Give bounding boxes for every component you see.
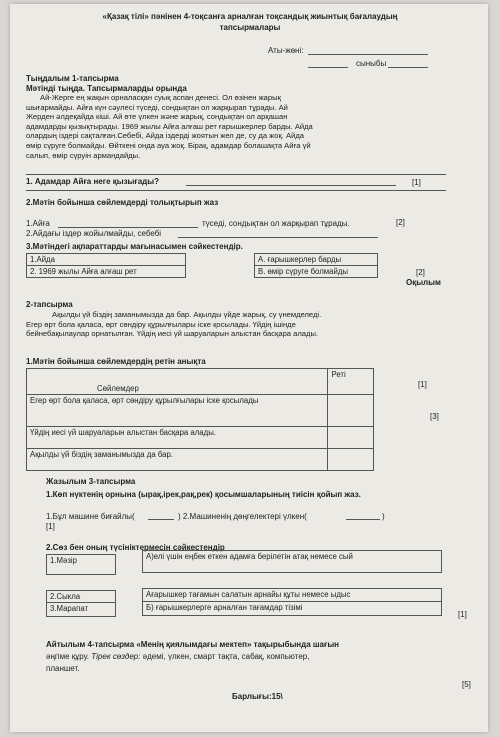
task2-text — [26, 310, 446, 339]
task3-blank1[interactable] — [148, 519, 174, 520]
task3-q1-title: 1.Көп нүктенің орнына (ырақ,ірек,рақ,рек) қосымшаларының тиісін қойып жаз. — [46, 490, 361, 499]
table-row-sentence: Ақылды үй біздің заманымызда да бар. — [27, 449, 328, 471]
q2-blank1[interactable] — [58, 227, 198, 228]
task3-words-table — [46, 554, 116, 617]
q2-mark: [2] — [396, 218, 405, 227]
task3-definitions-table — [142, 550, 442, 616]
definition-item: Ағарышкер тағамын салатын арнайы құты немесе ыдыс — [143, 589, 442, 602]
word-item: 1.Мәзір — [47, 555, 116, 575]
task1-text-line: Жерден әлдеқайда кіші. Ай өте үлкен және жарық, сондықтан ол арқашан — [26, 112, 288, 122]
table-row-sentence: Егер өрт бола қалаcа, өрт сөндіру құрылғылары іске қосылады — [27, 395, 328, 427]
task4-mark: [5] — [462, 680, 471, 689]
task2-text-line: Егер өрт бола қалаcа, өрт сөндіру құрылғылары іске қосылады. Үйдің ішінде — [26, 319, 296, 329]
task1-text-line: өмір сүруге болмайды. Өйткені онда ауа жоқ. Бірақ, адамдар болашақта Айға үй — [26, 140, 311, 150]
task1-text-line: адамдарды қызықтырады. 1969 жылы Айға алғаш рет ғарышкерлер барды. Айда — [26, 121, 313, 131]
table-header-order: Реті — [328, 369, 374, 395]
q2-line2: 2.Айдағы іздер жойылмайды, себебі — [26, 229, 162, 238]
q2-blank2[interactable] — [178, 237, 378, 238]
table-row-order-cell[interactable] — [328, 449, 374, 471]
definition-item: А)елі үшін еңбек еткен адамға берілетін атақ немесе сый — [143, 551, 442, 573]
task4-support-words: әдемі, үлкен, смарт тақта, сабақ, компьютер, — [142, 652, 310, 661]
task3-q2-mark: [1] — [458, 610, 467, 619]
task3-q2-title: 2.Сөз бен оның түсініктермесін сәйкестендір — [46, 543, 225, 552]
task3-q1-b: ) 2.Машиненің дөңгелектері үлкен( — [178, 512, 307, 521]
task1-instruction: Мәтінді тыңда. Тапсырмаларды орында — [26, 84, 187, 93]
q3-right-table — [254, 253, 378, 278]
q3-left-table — [26, 253, 186, 278]
total-score: Барлығы:15\ — [232, 692, 283, 701]
q2-title: 2.Мәтін бойынша сөйлемдерді толықтырып жаз — [26, 198, 219, 207]
q1-answer-line[interactable] — [186, 185, 396, 186]
task4-line2-start: әңгіме құру. — [46, 652, 90, 661]
task1-text-line: Ай-Жерге ең жақын орналасқан суық аспан денесі. Ол өзінен жарық — [40, 93, 281, 102]
task2-mark-3: [3] — [430, 412, 439, 421]
word-item: 3.Марапат — [47, 603, 116, 617]
class-line — [308, 67, 348, 68]
divider — [26, 190, 446, 191]
task1-text-line: шығармайды. Айға күн сәулесі түседі, сондықтан ол жарқырап тұрады. Ай — [26, 102, 288, 112]
q3-left-item: 2. 1969 жылы Айға алғаш рет — [27, 266, 186, 278]
word-item: 2.Сыкла — [47, 591, 116, 603]
task2-mark-1: [1] — [418, 380, 427, 389]
task2-order-table — [26, 368, 374, 471]
table-row-order-cell[interactable] — [328, 395, 374, 427]
table-row-sentence: Үйдің иесі үй шаруаларын алыстан басқара алады. — [27, 427, 328, 449]
table-header-sentences: Сөйлемдер — [27, 369, 328, 395]
task4-line2 — [46, 652, 309, 662]
task3-blank2[interactable] — [346, 519, 380, 520]
definition-item: Б) ғарышкерлерге арналған тағамдар тізімі — [143, 602, 442, 616]
worksheet-page — [10, 4, 488, 732]
task4-line3: планшет. — [46, 664, 80, 673]
task2-text-line: Ақылды үй біздің заманымызда да бар. Ақылды үйде жарық, су үнемделеді. — [52, 310, 322, 319]
header-title-line2: тапсырмалары — [219, 23, 281, 32]
task3-q1-c: ) — [382, 512, 385, 521]
task2-q1-title: 1.Мәтін бойынша сөйлемдердің ретін анықта — [26, 357, 206, 366]
class-label: сыныбы — [356, 59, 387, 68]
divider — [26, 174, 446, 175]
q3-left-item: 1.Айда — [27, 254, 186, 266]
section-reading: Оқылым — [406, 278, 441, 287]
task3-heading: Жазылым 3-тапсырма — [46, 477, 136, 486]
task3-q1-mark: [1] — [46, 522, 55, 531]
q2-line1-start: 1.Айға — [26, 219, 50, 228]
name-label: Аты-жөні: — [268, 46, 304, 55]
task1-text-line: салып, өмір сүруін армандайды. — [26, 150, 141, 160]
task2-text-line: бейнебақылаулар орнатылған. Үйдің иесі үй шаруаларын алыстан басқара алады. — [26, 329, 319, 339]
task1-text-line: олардың іздері сақталған.Себебі, Айда іздерді жоятын жел де, су да жоқ. Айда — [26, 131, 304, 141]
header-title-line1: «Қазақ тілі» пәнінен 4-тоқсанға арналған тоқсандық жиынтық бағалаудың — [102, 12, 398, 21]
q1-question: 1. Адамдар Айға неге қызығады? — [26, 177, 159, 186]
task1-heading: Тыңдалым 1-тапсырма — [26, 74, 119, 83]
q2-line1-end: түседі, сондықтан ол жарқырап тұрады. — [202, 219, 350, 228]
task1-text — [26, 93, 446, 160]
q3-right-item: В. өмір сүруге болмайды — [255, 266, 378, 278]
name-line — [308, 54, 428, 55]
q1-mark: [1] — [412, 178, 421, 187]
q3-title: 3.Мәтіндегі ақпараттарды мағынасымен сәйкестендір. — [26, 242, 243, 251]
class-line-right — [388, 67, 428, 68]
task4-support-words-label: Тірек сөздер: — [91, 652, 141, 661]
task2-heading: 2-тапсырма — [26, 300, 73, 309]
task3-q1-a: 1.Бұл машине биғайлы( — [46, 512, 135, 521]
q3-right-item: А. ғарышкерлер барды — [255, 254, 378, 266]
task4-line1: Айтылым 4-тапсырма «Менің қиялымдағы мектеп» тақырыбында шағын — [46, 640, 339, 649]
table-row-order-cell[interactable] — [328, 427, 374, 449]
q3-mark: [2] — [416, 268, 425, 277]
